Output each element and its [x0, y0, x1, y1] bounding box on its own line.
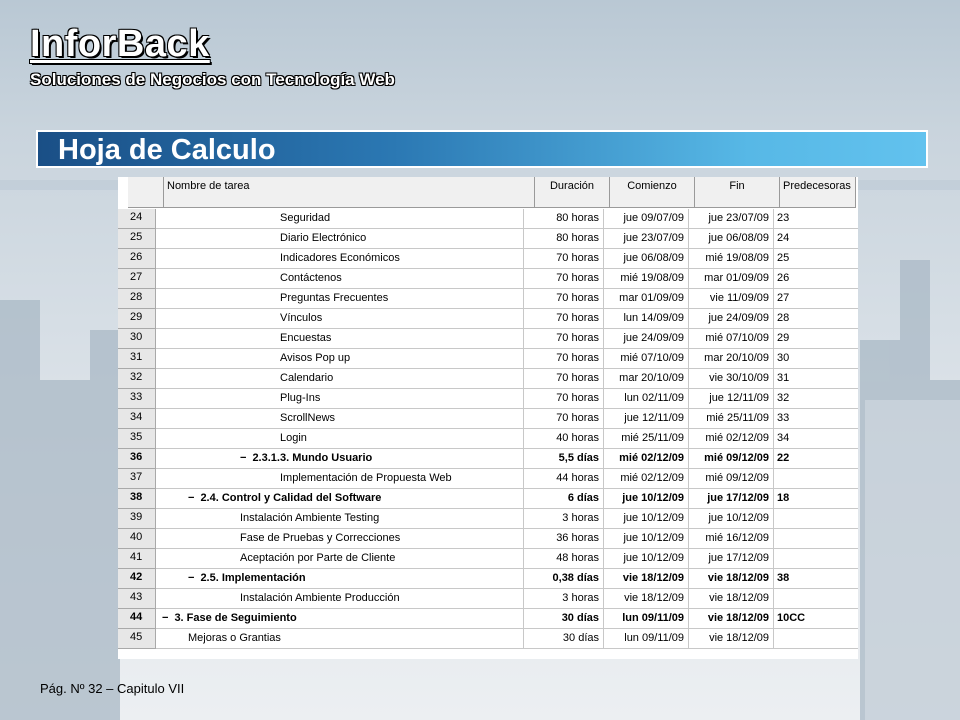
start-date-cell[interactable]: jue 10/12/09 [604, 509, 689, 529]
end-date-cell[interactable]: jue 10/12/09 [689, 509, 774, 529]
row-id[interactable]: 25 [118, 229, 156, 249]
duration-cell[interactable]: 80 horas [524, 229, 604, 249]
task-name: 3. Fase de Seguimiento [174, 612, 297, 624]
end-date-cell[interactable]: mié 25/11/09 [689, 409, 774, 429]
task-name: Preguntas Frecuentes [280, 292, 389, 304]
row-id[interactable]: 24 [118, 209, 156, 229]
header-predecessors[interactable]: Predecesoras [780, 177, 856, 207]
task-name-cell[interactable] [156, 529, 524, 549]
predecessors-cell[interactable]: 31 [774, 369, 858, 389]
task-name-cell[interactable] [156, 449, 524, 469]
end-date-cell[interactable]: mié 07/10/09 [689, 329, 774, 349]
task-name: Calendario [280, 372, 334, 384]
duration-cell[interactable]: 40 horas [524, 429, 604, 449]
task-name-cell[interactable] [156, 569, 524, 589]
predecessors-cell[interactable]: 33 [774, 409, 858, 429]
start-date-cell[interactable]: lun 02/11/09 [604, 389, 689, 409]
end-date-cell[interactable]: mar 01/09/09 [689, 269, 774, 289]
collapse-icon[interactable]: − [188, 492, 195, 504]
row-id[interactable]: 40 [118, 529, 156, 549]
row-id[interactable]: 45 [118, 629, 156, 649]
end-date-cell[interactable]: jue 24/09/09 [689, 309, 774, 329]
start-date-cell[interactable]: vie 18/12/09 [604, 569, 689, 589]
duration-cell[interactable]: 30 días [524, 629, 604, 649]
task-name: Plug-Ins [280, 392, 321, 404]
header-id-cell [128, 177, 164, 207]
task-name: Mejoras o Grantias [188, 632, 281, 644]
duration-cell[interactable]: 70 horas [524, 369, 604, 389]
table-row[interactable] [118, 569, 858, 589]
task-name-cell[interactable] [156, 309, 524, 329]
table-body [118, 209, 858, 649]
start-date-cell[interactable]: mié 25/11/09 [604, 429, 689, 449]
brand-subtitle: Soluciones de Negocios con Tecnología Web [30, 70, 395, 89]
duration-cell[interactable]: 70 horas [524, 329, 604, 349]
table-row[interactable] [118, 269, 858, 289]
start-date-cell[interactable]: jue 09/07/09 [604, 209, 689, 229]
predecessors-cell[interactable]: 22 [774, 449, 858, 469]
end-date-cell[interactable]: jue 17/12/09 [689, 549, 774, 569]
task-name: Vínculos [280, 312, 323, 324]
task-name: ScrollNews [280, 412, 336, 424]
duration-cell[interactable]: 80 horas [524, 209, 604, 229]
task-name: Implementación de Propuesta Web [280, 472, 452, 484]
start-date-cell[interactable]: jue 10/12/09 [604, 529, 689, 549]
duration-cell[interactable]: 5,5 días [524, 449, 604, 469]
start-date-cell[interactable]: mié 02/12/09 [604, 449, 689, 469]
end-date-cell[interactable]: vie 18/12/09 [689, 589, 774, 609]
predecessors-cell[interactable]: 38 [774, 569, 858, 589]
task-name-cell[interactable] [156, 209, 524, 229]
table-row[interactable] [118, 449, 858, 469]
duration-cell[interactable]: 6 días [524, 489, 604, 509]
table-row[interactable] [118, 389, 858, 409]
task-name-cell[interactable] [156, 589, 524, 609]
predecessors-cell[interactable] [774, 629, 858, 649]
gantt-table [118, 177, 858, 659]
duration-cell[interactable]: 70 horas [524, 409, 604, 429]
table-row[interactable] [118, 629, 858, 649]
end-date-cell[interactable]: jue 06/08/09 [689, 229, 774, 249]
end-date-cell[interactable]: mié 19/08/09 [689, 249, 774, 269]
duration-cell[interactable]: 70 horas [524, 249, 604, 269]
task-name: 2.3.1.3. Mundo Usuario [252, 452, 373, 464]
end-date-cell[interactable]: mié 02/12/09 [689, 429, 774, 449]
page-footer: Pág. Nº 32 – Capitulo VII [40, 681, 185, 696]
start-date-cell[interactable]: mié 19/08/09 [604, 269, 689, 289]
collapse-icon[interactable]: − [240, 452, 247, 464]
row-id[interactable]: 31 [118, 349, 156, 369]
task-name-cell[interactable] [156, 389, 524, 409]
page-title: Hoja de Calculo [58, 134, 276, 166]
table-row[interactable] [118, 529, 858, 549]
row-id[interactable]: 38 [118, 489, 156, 509]
predecessors-cell[interactable]: 28 [774, 309, 858, 329]
table-row[interactable] [118, 409, 858, 429]
predecessors-cell[interactable]: 10CC [774, 609, 858, 629]
duration-cell[interactable]: 3 horas [524, 509, 604, 529]
predecessors-cell[interactable]: 27 [774, 289, 858, 309]
table-row[interactable] [118, 549, 858, 569]
row-id[interactable]: 33 [118, 389, 156, 409]
brand-header [30, 24, 395, 90]
start-date-cell[interactable]: jue 23/07/09 [604, 229, 689, 249]
task-name-cell[interactable] [156, 469, 524, 489]
table-row[interactable] [118, 429, 858, 449]
end-date-cell[interactable]: vie 18/12/09 [689, 609, 774, 629]
end-date-cell[interactable]: jue 12/11/09 [689, 389, 774, 409]
task-name-cell[interactable] [156, 409, 524, 429]
task-name: Fase de Pruebas y Correcciones [240, 532, 401, 544]
task-name-cell[interactable] [156, 489, 524, 509]
start-date-cell[interactable]: mié 02/12/09 [604, 469, 689, 489]
task-name: Aceptación por Parte de Cliente [240, 552, 396, 564]
predecessors-cell[interactable]: 26 [774, 269, 858, 289]
task-name-cell[interactable] [156, 329, 524, 349]
table-row[interactable] [118, 589, 858, 609]
task-name-cell[interactable] [156, 249, 524, 269]
end-date-cell[interactable]: vie 11/09/09 [689, 289, 774, 309]
start-date-cell[interactable]: jue 06/08/09 [604, 249, 689, 269]
table-row[interactable] [118, 369, 858, 389]
predecessors-cell[interactable] [774, 549, 858, 569]
start-date-cell[interactable]: lun 14/09/09 [604, 309, 689, 329]
end-date-cell[interactable]: jue 23/07/09 [689, 209, 774, 229]
predecessors-cell[interactable] [774, 589, 858, 609]
collapse-icon[interactable]: − [188, 572, 195, 584]
brand-title: InforBack [30, 23, 210, 65]
table-row[interactable] [118, 469, 858, 489]
duration-cell[interactable]: 70 horas [524, 389, 604, 409]
header-duration[interactable]: Duración [535, 177, 610, 207]
predecessors-cell[interactable]: 23 [774, 209, 858, 229]
start-date-cell[interactable]: vie 18/12/09 [604, 589, 689, 609]
predecessors-cell[interactable]: 34 [774, 429, 858, 449]
start-date-cell[interactable]: mar 20/10/09 [604, 369, 689, 389]
table-row[interactable] [118, 229, 858, 249]
duration-cell[interactable]: 70 horas [524, 309, 604, 329]
table-row[interactable] [118, 309, 858, 329]
table-row[interactable] [118, 329, 858, 349]
task-name-cell[interactable] [156, 369, 524, 389]
predecessors-cell[interactable]: 24 [774, 229, 858, 249]
task-name: Encuestas [280, 332, 332, 344]
predecessors-cell[interactable]: 18 [774, 489, 858, 509]
start-date-cell[interactable]: jue 24/09/09 [604, 329, 689, 349]
end-date-cell[interactable]: vie 18/12/09 [689, 569, 774, 589]
predecessors-cell[interactable] [774, 469, 858, 489]
header-task-name[interactable]: Nombre de tarea [164, 177, 535, 207]
duration-cell[interactable]: 30 días [524, 609, 604, 629]
duration-cell[interactable]: 70 horas [524, 269, 604, 289]
end-date-cell[interactable]: mié 16/12/09 [689, 529, 774, 549]
collapse-icon[interactable]: − [162, 612, 169, 624]
table-row[interactable] [118, 609, 858, 629]
task-name: Login [280, 432, 307, 444]
end-date-cell[interactable]: mar 20/10/09 [689, 349, 774, 369]
row-id[interactable]: 30 [118, 329, 156, 349]
row-id[interactable]: 35 [118, 429, 156, 449]
row-id[interactable]: 26 [118, 249, 156, 269]
task-name-cell[interactable] [156, 269, 524, 289]
predecessors-cell[interactable]: 25 [774, 249, 858, 269]
row-id[interactable]: 34 [118, 409, 156, 429]
duration-cell[interactable]: 36 horas [524, 529, 604, 549]
predecessors-cell[interactable]: 30 [774, 349, 858, 369]
task-name: 2.4. Control y Calidad del Software [200, 492, 382, 504]
row-id[interactable]: 39 [118, 509, 156, 529]
task-name: Instalación Ambiente Producción [240, 592, 400, 604]
task-name-cell[interactable] [156, 629, 524, 649]
end-date-cell[interactable]: jue 17/12/09 [689, 489, 774, 509]
header-start[interactable]: Comienzo [610, 177, 695, 207]
task-name: Diario Electrónico [280, 232, 367, 244]
duration-cell[interactable]: 3 horas [524, 589, 604, 609]
end-date-cell[interactable]: vie 30/10/09 [689, 369, 774, 389]
task-name-cell[interactable] [156, 289, 524, 309]
duration-cell[interactable]: 70 horas [524, 349, 604, 369]
row-id[interactable]: 41 [118, 549, 156, 569]
task-name-cell[interactable] [156, 509, 524, 529]
row-id[interactable]: 43 [118, 589, 156, 609]
table-row[interactable] [118, 349, 858, 369]
end-date-cell[interactable]: vie 18/12/09 [689, 629, 774, 649]
start-date-cell[interactable]: jue 12/11/09 [604, 409, 689, 429]
task-name-cell[interactable] [156, 609, 524, 629]
page-title-bar [36, 130, 928, 168]
start-date-cell[interactable]: jue 10/12/09 [604, 549, 689, 569]
end-date-cell[interactable]: mié 09/12/09 [689, 449, 774, 469]
start-date-cell[interactable]: mar 01/09/09 [604, 289, 689, 309]
task-name: Avisos Pop up [280, 352, 351, 364]
start-date-cell[interactable]: lun 09/11/09 [604, 629, 689, 649]
predecessors-cell[interactable]: 32 [774, 389, 858, 409]
row-id[interactable]: 36 [118, 449, 156, 469]
table-row[interactable] [118, 249, 858, 269]
predecessors-cell[interactable] [774, 509, 858, 529]
predecessors-cell[interactable] [774, 529, 858, 549]
task-name-cell[interactable] [156, 229, 524, 249]
row-id[interactable]: 37 [118, 469, 156, 489]
table-row[interactable] [118, 209, 858, 229]
table-header [128, 177, 856, 208]
row-id[interactable]: 42 [118, 569, 156, 589]
task-name-cell[interactable] [156, 349, 524, 369]
task-name: Indicadores Económicos [280, 252, 400, 264]
table-row[interactable] [118, 289, 858, 309]
row-id[interactable]: 44 [118, 609, 156, 629]
header-end[interactable]: Fin [695, 177, 780, 207]
row-id[interactable]: 29 [118, 309, 156, 329]
task-name: Instalación Ambiente Testing [240, 512, 380, 524]
start-date-cell[interactable]: mié 07/10/09 [604, 349, 689, 369]
task-name: Seguridad [280, 212, 331, 224]
row-id[interactable]: 32 [118, 369, 156, 389]
task-name: 2.5. Implementación [200, 572, 306, 584]
start-date-cell[interactable]: jue 10/12/09 [604, 489, 689, 509]
row-id[interactable]: 28 [118, 289, 156, 309]
task-name: Contáctenos [280, 272, 342, 284]
duration-cell[interactable]: 44 horas [524, 469, 604, 489]
duration-cell[interactable]: 0,38 días [524, 569, 604, 589]
duration-cell[interactable]: 48 horas [524, 549, 604, 569]
start-date-cell[interactable]: lun 09/11/09 [604, 609, 689, 629]
duration-cell[interactable]: 70 horas [524, 289, 604, 309]
task-name-cell[interactable] [156, 549, 524, 569]
predecessors-cell[interactable]: 29 [774, 329, 858, 349]
table-row[interactable] [118, 509, 858, 529]
end-date-cell[interactable]: mié 09/12/09 [689, 469, 774, 489]
row-id[interactable]: 27 [118, 269, 156, 289]
task-name-cell[interactable] [156, 429, 524, 449]
table-row[interactable] [118, 489, 858, 509]
